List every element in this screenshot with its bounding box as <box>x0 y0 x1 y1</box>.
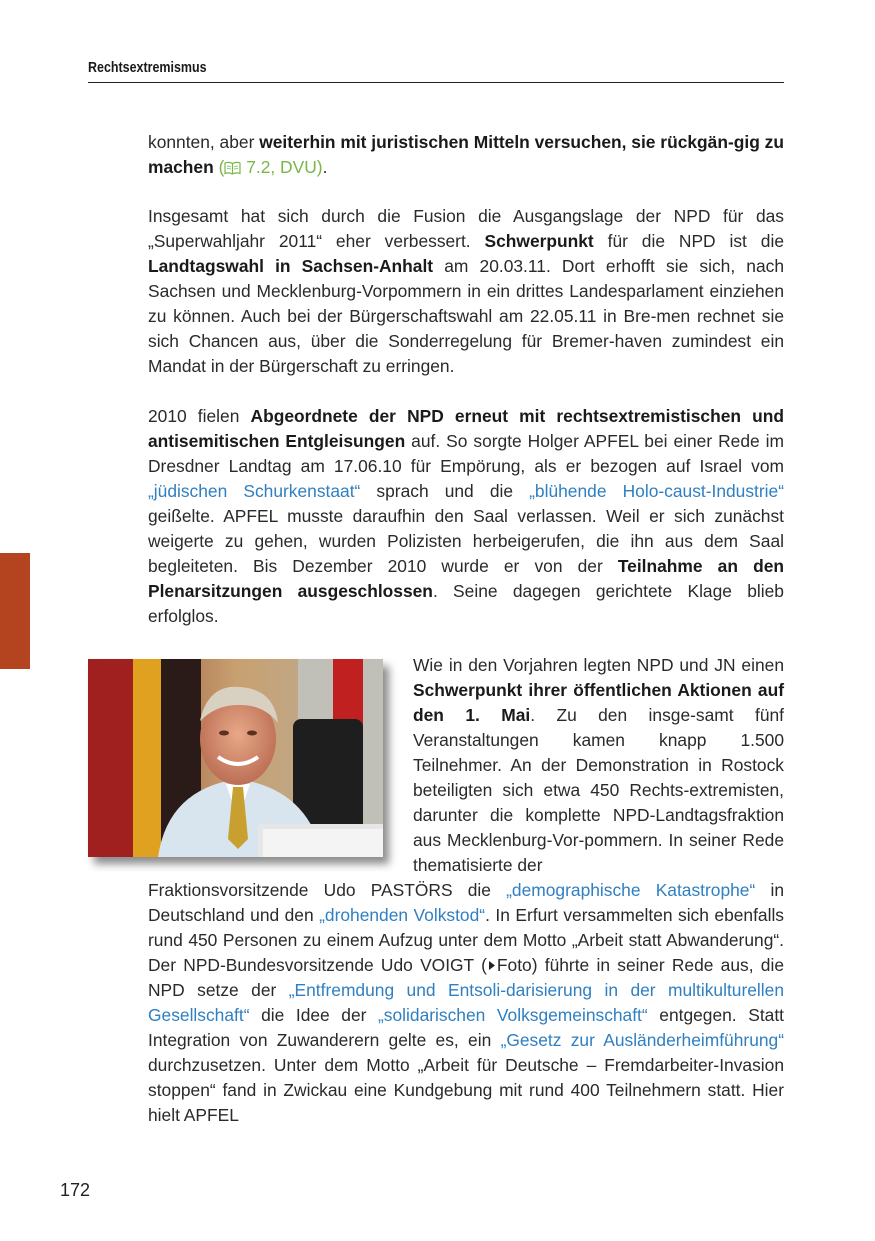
quote-7: „Gesetz zur Ausländerheimführung“ <box>500 1030 785 1050</box>
portrait-photo <box>88 659 383 857</box>
p3-bold-2: Teilnahme an den Plenarsitzungen ausgeschlossen <box>148 556 784 601</box>
p1-bold-1: weiterhin mit juristischen Mitteln versuchen, sie rückgän-gig zu machen <box>148 132 784 177</box>
p4-text-6: ) führte in seiner Rede aus, die NPD setze der <box>148 955 784 1000</box>
p2-text-2: für die NPD ist die <box>593 231 784 251</box>
p4-text-7: die Idee der <box>249 1005 379 1025</box>
paragraph-4-continued <box>148 878 784 1128</box>
ref-text: 7.2, DVU) <box>241 157 323 177</box>
quote-4: „drohenden Volkstod“ <box>319 905 486 925</box>
p2-bold-2: Landtagswahl in Sachsen-Anhalt <box>148 256 434 276</box>
p4-text-3: Fraktionsvorsitzende Udo PASTÖRS die <box>148 880 507 900</box>
quote-5: „Entfremdung und Entsoli-darisierung in der multikulturellen Gesellschaft“ <box>148 980 785 1025</box>
book-icon <box>224 157 241 182</box>
p4-text-5: . In Erfurt versammelten sich ebenfalls rund 450 Personen zu einem Aufzug unter dem Motto „Arbeit statt Abwanderung“. Der NPD-Bundesvorsitzende Udo VOIGT ( <box>148 905 785 975</box>
p2-text-1: Insgesamt hat sich durch die Fusion die Ausgangslage der NPD für das „Superwahljahr 2011“ eher verbessert. <box>148 206 784 251</box>
quote-2: „blühende Holo-caust-Industrie“ <box>529 481 784 501</box>
p4-text-4: in Deutschland und den <box>148 880 785 925</box>
p4-text-8: entgegen. Statt Integration von Zuwanderern gelte es, ein <box>148 1005 784 1050</box>
p2-text-3: am 20.03.11. Dort erhofft sie sich, nach Sachsen und Mecklenburg-Vorpommern in ein drittes Landesparlament einziehen zu können. Auch bei der Bürgerschaftswahl am 22.05.11 in Bre-men rechnet sie sich Chancen aus, über die Sonderregelung für Bremer-haven zumindest ein Mandat in der Bürgerschaft zu erringen. <box>148 256 784 376</box>
p1-text-3: . <box>322 157 328 177</box>
p2-bold-1: Schwerpunkt <box>484 231 594 251</box>
header-rule <box>88 82 784 83</box>
paragraph-4-wrap <box>413 653 784 878</box>
p3-text-1: 2010 fielen <box>148 406 251 426</box>
paragraph-3 <box>148 404 784 629</box>
triangle-right-icon <box>487 953 497 978</box>
ref-open: ( <box>218 157 225 177</box>
p3-text-4: geißelte. APFEL musste daraufhin den Saal verlassen. Weil er sich zunächst weigerte zu gehen, wurden Polizisten herbeigerufen, die ihn aus dem Saal begleiteten. Bis Dezember 2010 wurde er von der <box>148 506 784 576</box>
paragraph-2 <box>148 204 784 379</box>
quote-6: „solidarischen Volksgemeinschaft“ <box>378 1005 648 1025</box>
p4-text-9: durchzusetzen. Unter dem Motto „Arbeit für Deutsche – Fremdarbeiter-Invasion stoppen“ fand in Zwickau eine Kundgebung mit rund 400 Teilnehmern statt. Hier hielt APFEL <box>148 1055 784 1125</box>
p3-text-2: auf. So sorgte Holger APFEL bei einer Rede im Dresdner Landtag am 17.06.10 für Empörung, als er bezogen auf Israel vom <box>148 431 784 476</box>
paragraph-1 <box>148 130 784 182</box>
p4-bold-1: Schwerpunkt ihrer öffentlichen Aktionen auf den 1. Mai <box>413 680 784 725</box>
p4-text-2: . Zu den insge-samt fünf Veranstaltungen kamen knapp 1.500 Teilnehmer. An der Demonstration in Rostock beteiligten sich etwa 450 Rechts-extremisten, darunter die komplette NPD-Landtagsfraktion aus Mecklenburg-Vor-pommern. In seiner Rede thematisierte der <box>413 705 785 875</box>
p1-text-1: konnten, aber <box>148 132 260 152</box>
p3-bold-1: Abgeordnete der NPD erneut mit rechtsextremistischen und antisemitischen Entgleisungen <box>148 406 784 451</box>
p3-text-3: sprach und die <box>360 481 530 501</box>
chapter-tab <box>0 553 30 669</box>
quote-3: „demographische Katastrophe“ <box>506 880 756 900</box>
foto-reference[interactable]: Foto <box>496 955 532 975</box>
p3-text-5: . Seine dagegen gerichtete Klage blieb erfolglos. <box>148 581 784 626</box>
running-header: Rechtsextremismus <box>88 60 207 76</box>
p4-text-1: Wie in den Vorjahren legten NPD und JN einen <box>413 655 784 675</box>
cross-reference-link[interactable] <box>219 157 323 177</box>
quote-1: „jüdischen Schurkenstaat“ <box>148 481 361 501</box>
page-number: 172 <box>60 1180 91 1200</box>
